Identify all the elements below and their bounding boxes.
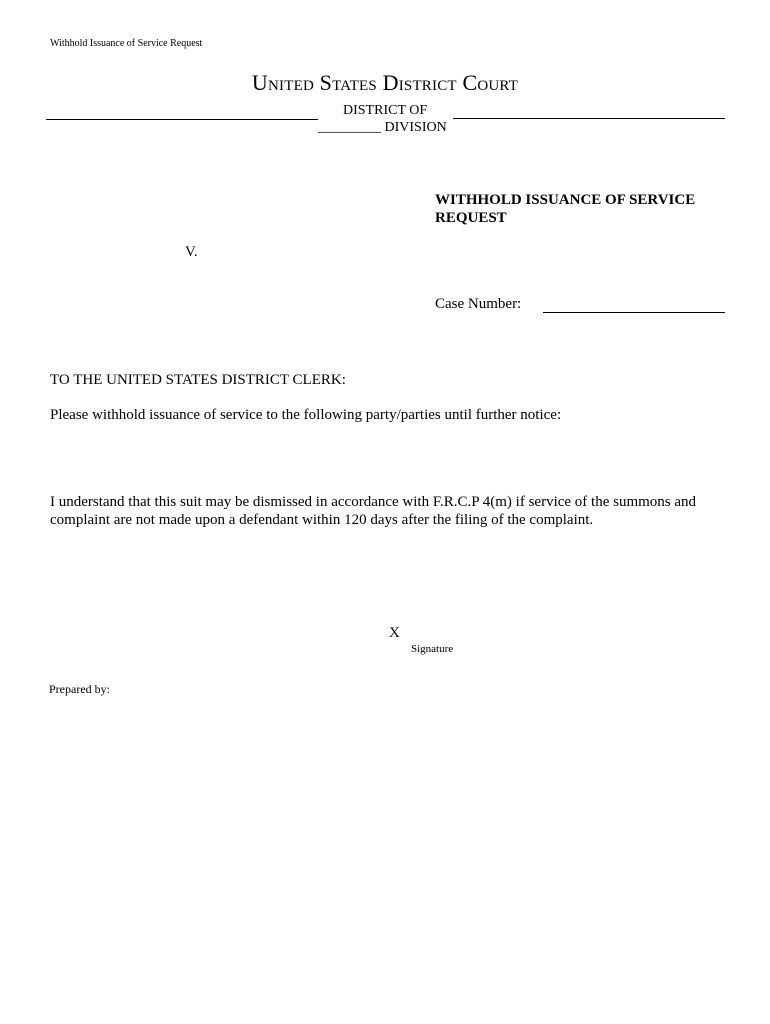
withhold-request-text: Please withhold issuance of service to the following party/parties until further notice:	[50, 407, 562, 423]
document-header-label: Withhold Issuance of Service Request	[50, 38, 203, 49]
signature-mark: X	[389, 625, 400, 641]
case-number-label: Case Number:	[435, 296, 522, 312]
prepared-by-label: Prepared by:	[49, 682, 110, 696]
district-name-line	[453, 118, 725, 119]
clerk-addressee: TO THE UNITED STATES DISTRICT CLERK:	[50, 372, 346, 388]
division-label: _________ DIVISION	[318, 120, 447, 135]
district-line-left	[46, 119, 318, 120]
versus-label: V.	[185, 244, 198, 260]
court-title: United States District Court	[251, 70, 519, 95]
signature-caption: Signature	[411, 643, 454, 655]
district-label: DISTRICT OF	[343, 103, 428, 118]
document-title: WITHHOLD ISSUANCE OF SERVICE REQUEST	[435, 192, 696, 226]
dismissal-acknowledgement: I understand that this suit may be dismissed in accordance with F.R.C.P 4(m) if service of the summons and complaint are not made upon a defendant within 120 days after the filing of the complaint.	[50, 494, 697, 528]
case-number-line	[543, 312, 725, 313]
